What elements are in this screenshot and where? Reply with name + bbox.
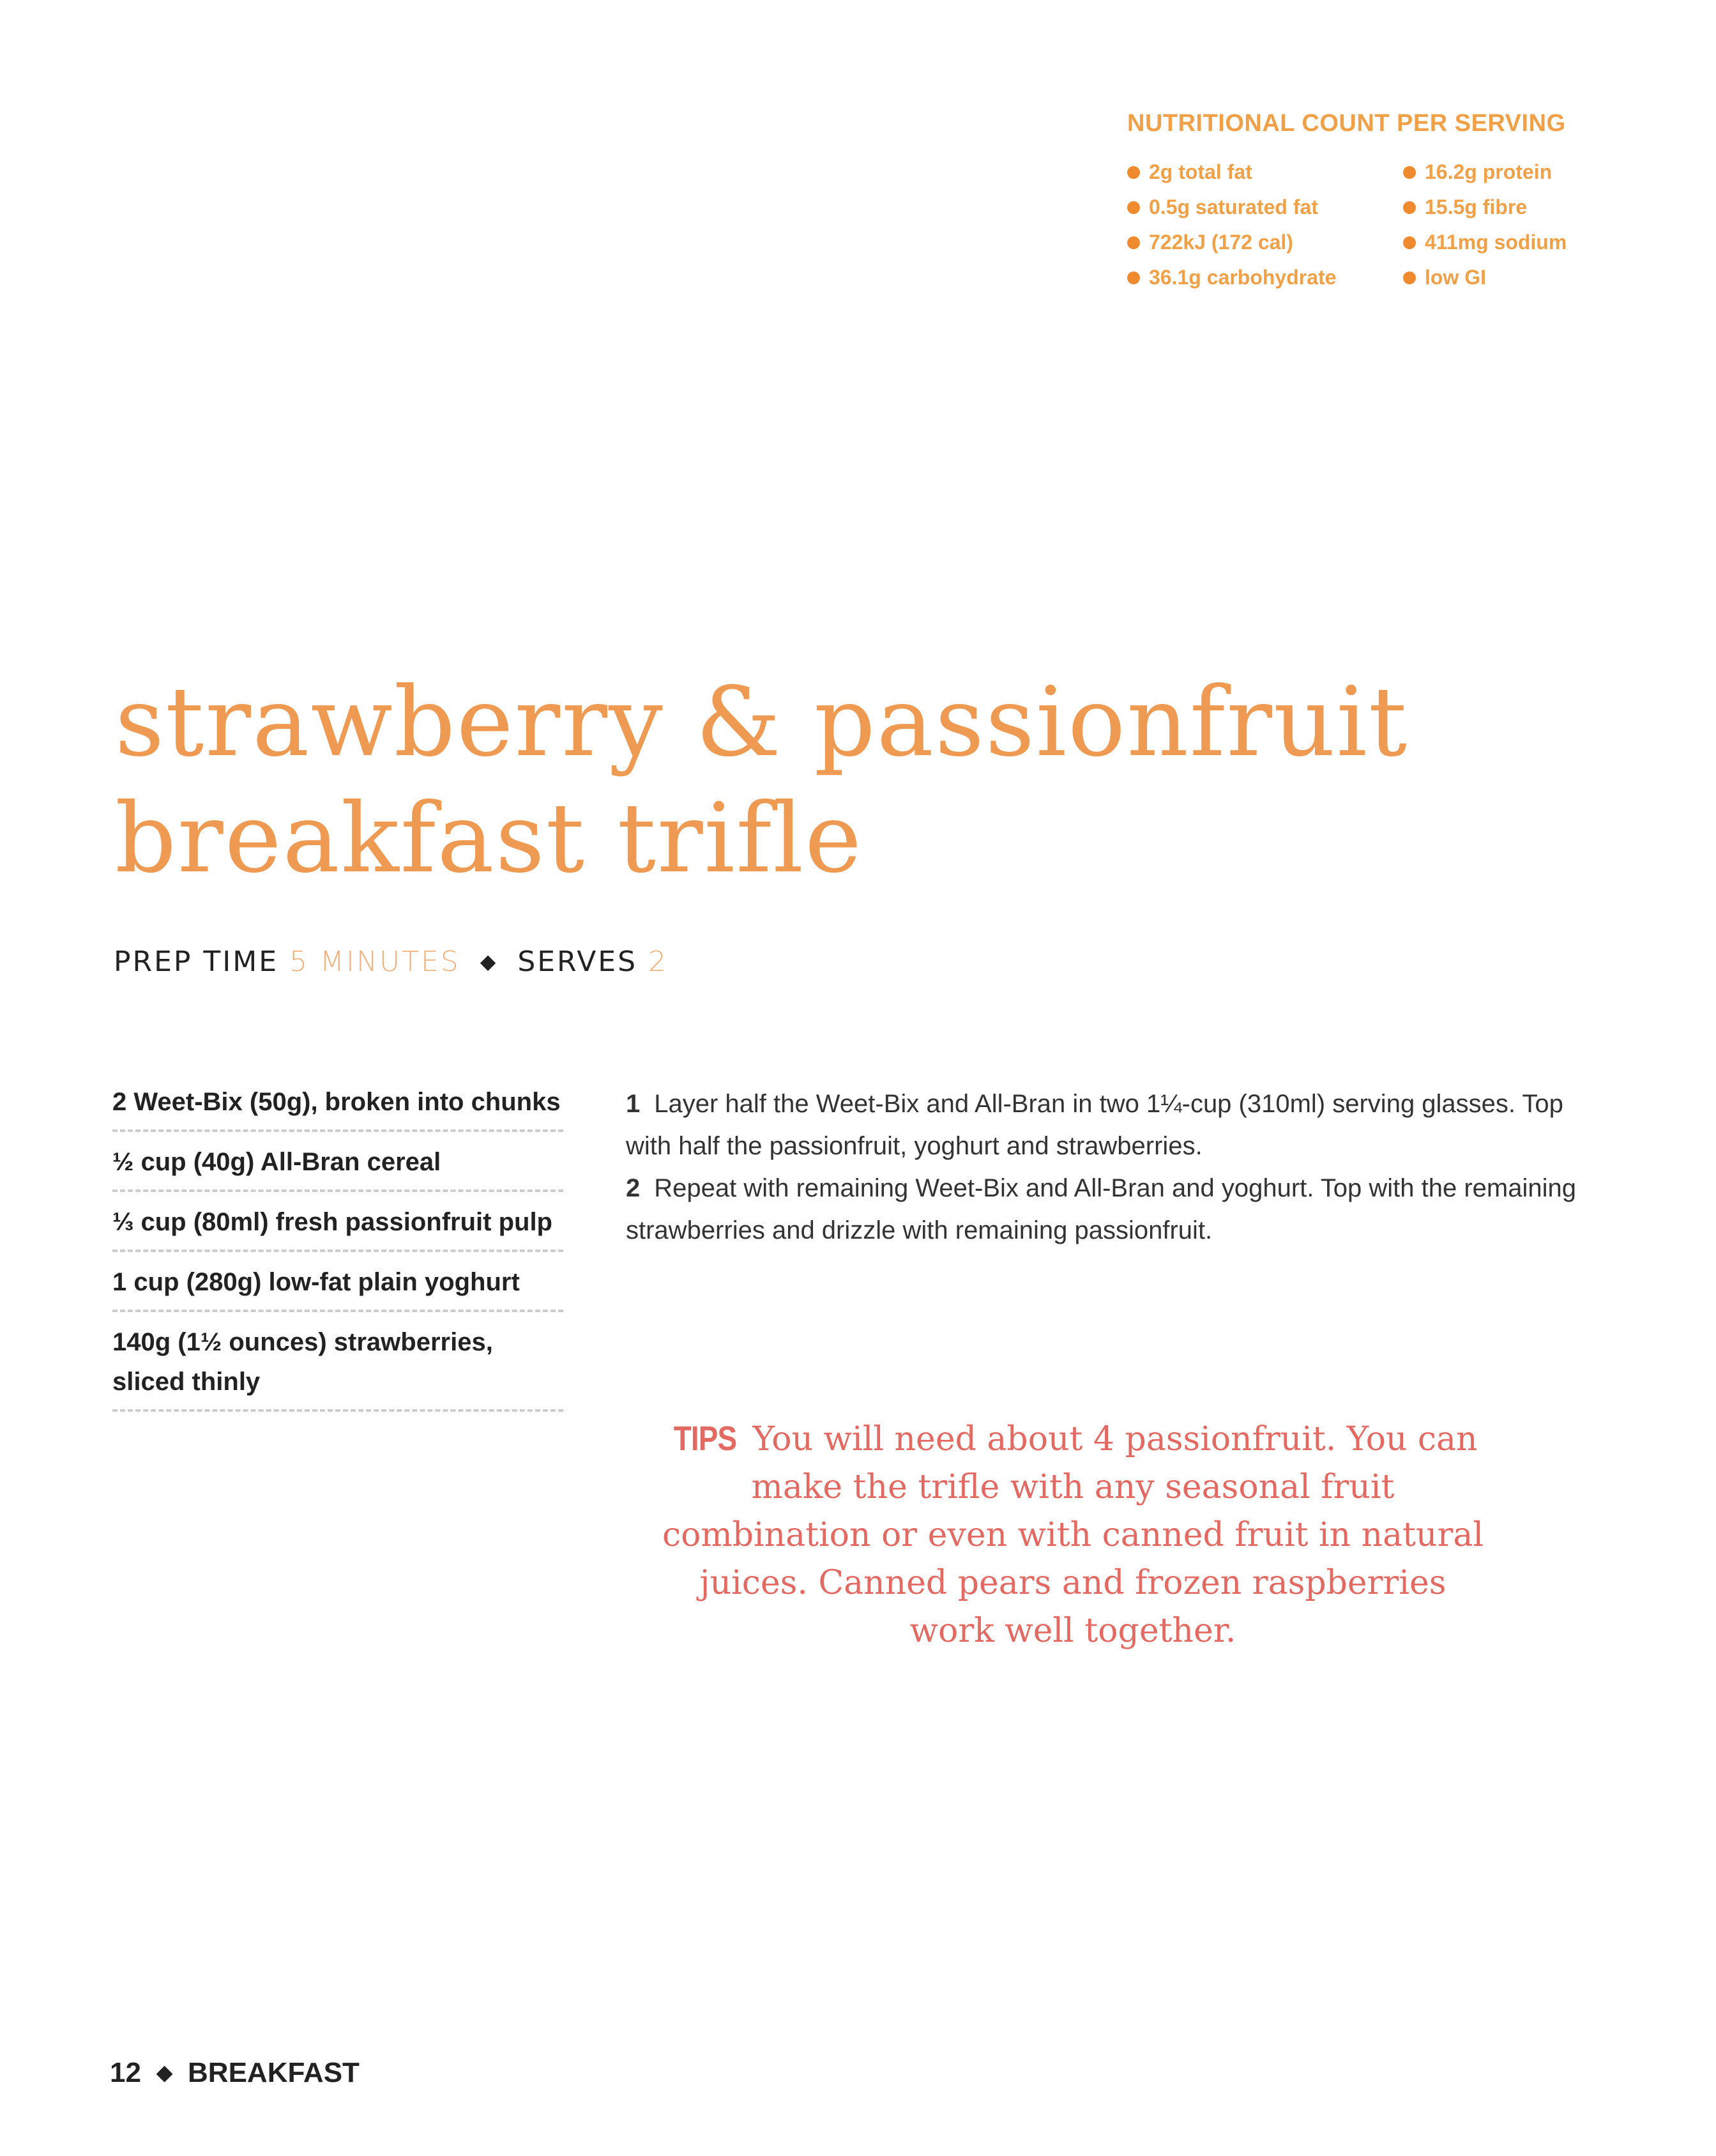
step-text: Repeat with remaining Weet-Bix and All-Bran and yoghurt. Top with the remaining strawberries and drizzle with remaining passionfruit. xyxy=(626,1174,1576,1244)
ingredient-item: ½ cup (40g) All-Bran cereal xyxy=(112,1140,563,1192)
nutrition-item: 15.5g fibre xyxy=(1403,195,1595,219)
bullet-icon xyxy=(1127,236,1140,249)
diamond-icon: ◆ xyxy=(480,949,498,974)
ingredients-list xyxy=(112,1080,563,1419)
nutrition-panel xyxy=(1127,110,1595,289)
ingredient-item: ⅓ cup (80ml) fresh passionfruit pulp xyxy=(112,1200,563,1252)
tips-text: You will need about 4 passionfruit. You can make the trifle with any seasonal fruit combination or even with canned fruit in natural juices. Canned pears and frozen raspberries work well together. xyxy=(662,1420,1484,1650)
page-number: 12 xyxy=(110,2057,141,2088)
ingredient-item: 140g (1½ ounces) strawberries, sliced thinly xyxy=(112,1320,563,1412)
bullet-icon xyxy=(1127,271,1140,284)
bullet-icon xyxy=(1127,201,1140,214)
section-name: BREAKFAST xyxy=(188,2057,360,2088)
step-number: 2 xyxy=(626,1174,641,1202)
step-text: Layer half the Weet-Bix and All-Bran in two 1¼-cup (310ml) serving glasses. Top with half the passionfruit, yoghurt and strawberries. xyxy=(626,1090,1563,1160)
method-step xyxy=(626,1083,1584,1167)
recipe-title xyxy=(115,664,1408,897)
nutrition-item: 16.2g protein xyxy=(1403,160,1595,184)
bullet-icon xyxy=(1127,166,1140,179)
prep-value: 5 MINUTES xyxy=(289,945,460,978)
tips-box xyxy=(658,1415,1488,1655)
serves-value: 2 xyxy=(648,945,669,978)
nutrition-item: 36.1g carbohydrate xyxy=(1127,266,1403,289)
ingredient-item: 2 Weet-Bix (50g), broken into chunks xyxy=(112,1080,563,1132)
diamond-icon: ◆ xyxy=(156,2061,172,2084)
ingredient-item: 1 cup (280g) low-fat plain yoghurt xyxy=(112,1260,563,1312)
bullet-icon xyxy=(1403,166,1416,179)
nutrition-item: 0.5g saturated fat xyxy=(1127,195,1403,219)
title-line-1: strawberry & passionfruit xyxy=(115,667,1408,778)
bullet-icon xyxy=(1403,201,1416,214)
nutrition-item: 2g total fat xyxy=(1127,160,1403,184)
step-number: 1 xyxy=(626,1090,641,1118)
prep-label: PREP TIME xyxy=(114,945,279,978)
method-steps xyxy=(626,1083,1584,1251)
nutrition-heading: NUTRITIONAL COUNT PER SERVING xyxy=(1127,110,1566,137)
title-line-2: breakfast trifle xyxy=(115,783,863,894)
method-step xyxy=(626,1167,1584,1251)
tips-label: TIPS xyxy=(674,1419,737,1458)
page-footer xyxy=(110,2057,360,2089)
nutrition-item: low GI xyxy=(1403,266,1595,289)
nutrition-item: 411mg sodium xyxy=(1403,231,1595,254)
nutrition-item: 722kJ (172 cal) xyxy=(1127,231,1403,254)
prep-info xyxy=(114,945,668,978)
bullet-icon xyxy=(1403,236,1416,249)
serves-label: SERVES xyxy=(517,945,638,978)
bullet-icon xyxy=(1403,271,1416,284)
